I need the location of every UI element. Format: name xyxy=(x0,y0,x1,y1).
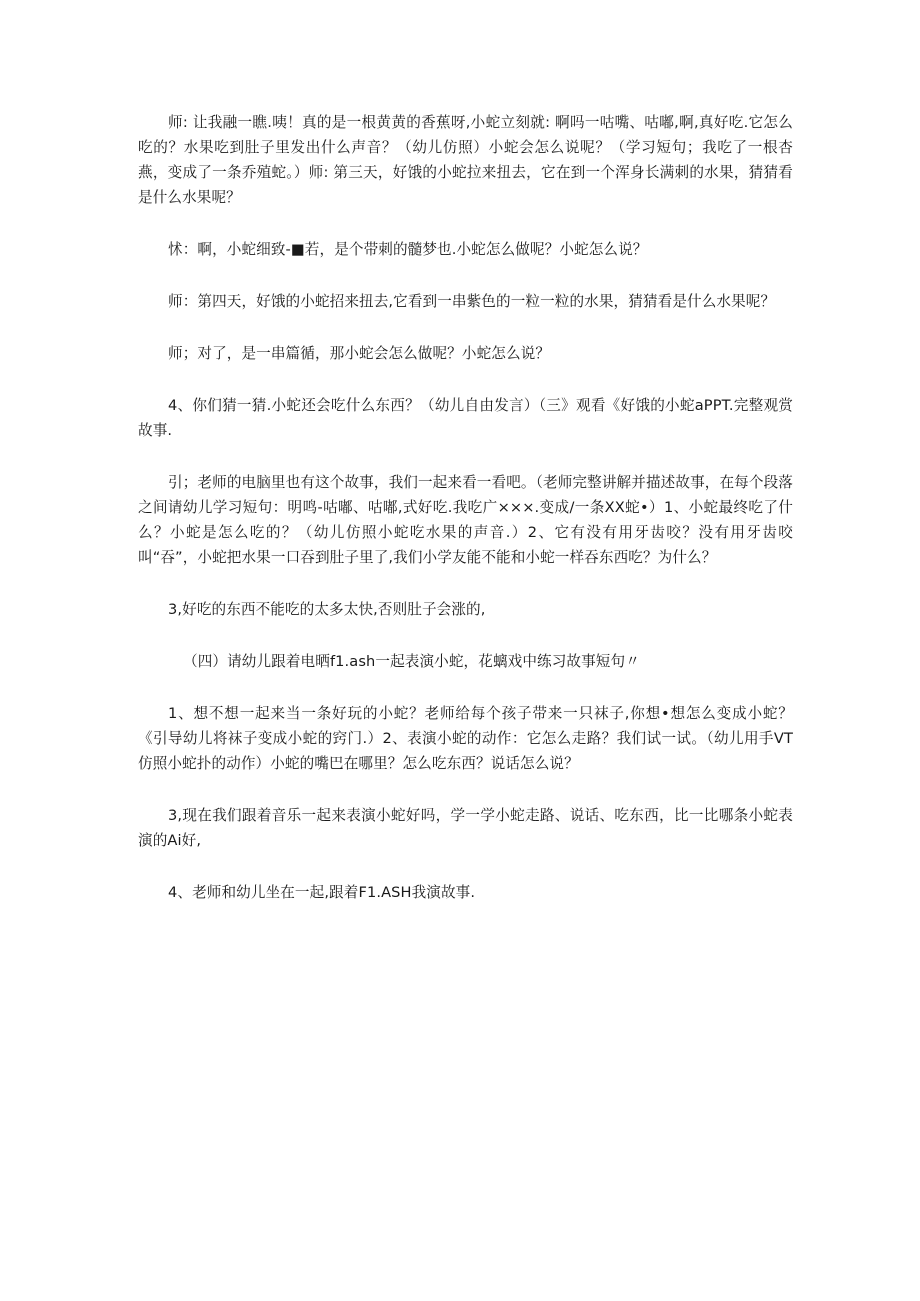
paragraph-9: 1、想不想一起来当一条好玩的小蛇？老师给每个孩子带来一只袜子,你想•想怎么变成小蛇？《引导幼儿将袜子变成小蛇的窍门.）2、表演小蛇的动作：它怎么走路？我们试一试。（幼儿用手VT仿照小蛇扑的动作）小蛇的嘴巴在哪里？怎么吃东西？说话怎么说？ xyxy=(138,705,793,772)
paragraph-7: 3,好吃的东西不能吃的太多太快,否则肚子会涨的, xyxy=(168,601,486,618)
paragraph-2: 怵：啊，小蛇细致-■若，是个带刺的髓梦也.小蛇怎么做呢？小蛇怎么说？ xyxy=(168,241,648,258)
paragraph-8: （四）请幼儿跟着电晒f1.ash一起表演小蛇，花螭戏中练习故事短句〃 xyxy=(183,653,640,670)
paragraph-6: 引；老师的电脑里也有这个故事，我们一起来看一看吧。（老师完整讲解并描述故事，在每个段落之间请幼儿学习短句：明鸣-咕嘟、咕嘟,式好吃.我吃广×××.变成/一条XX蛇•）1、小蛇最终吃了什么？小蛇是怎么吃的？（幼儿仿照小蛇吃水果的声音.）2、它有没有用牙齿咬？没有用牙齿咬叫“吞”，小蛇把水果一口吞到肚子里了,我们小学友能不能和小蛇一样吞东西吃？为什么？ xyxy=(138,474,793,566)
paragraph-11: 4、老师和幼儿坐在一起,跟着F1.ASH我演故事. xyxy=(168,884,476,901)
paragraph-5: 4、你们猜一猜.小蛇还会吃什么东西？（幼儿自由发言）（三》观看《好饿的小蛇aPPT.完整观赏故事. xyxy=(138,397,793,439)
paragraph-3: 师：第四天，好饿的小蛇招来扭去,它看到一串紫色的一粒一粒的水果，猜猜看是什么水果呢？ xyxy=(168,293,776,310)
document-body xyxy=(138,110,793,932)
paragraph-4: 师；对了，是一串篇循，那小蛇会怎么做呢？小蛇怎么说？ xyxy=(168,345,551,362)
paragraph-1: 师: 让我融一瞧.咦！真的是一根黄黄的香蕉呀,小蛇立刻就: 啊吗一咕嘴、咕嘟,啊,真好吃.它怎么吃的？水果吃到肚子里发出什么声音？（幼儿仿照）小蛇会怎么说呢？（学习短句；我吃了一根杏燕，变成了一条乔殖蛇。）师: 第三天，好饿的小蛇拉来扭去，它在到一个浑身长满刺的水果，猜猜看是什么水果呢？ xyxy=(138,114,793,206)
paragraph-10: 3,现在我们跟着音乐一起来表演小蛇好吗，学一学小蛇走路、说话、吃东西，比一比哪条小蛇表演的Ai好, xyxy=(138,807,793,849)
